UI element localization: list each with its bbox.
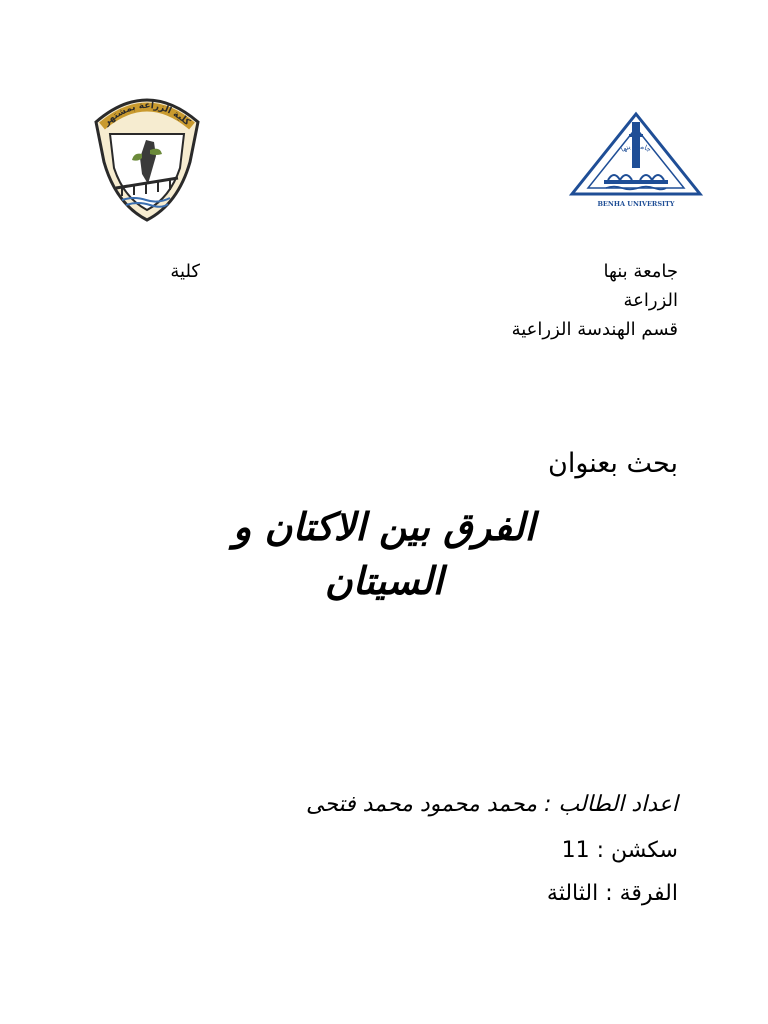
year-line: الفرقة : الثالثة xyxy=(546,881,678,906)
faculty-shield-logo-icon xyxy=(88,92,206,224)
department-name: قسم الهندسة الزراعية xyxy=(511,319,678,340)
right-logo-arc-text: جامعة بنها xyxy=(619,141,653,154)
research-title-line-2: السيتان xyxy=(324,559,444,603)
faculty-word: كلية xyxy=(170,261,200,282)
faculty-name: الزراعة xyxy=(623,290,678,311)
research-intro: بحث بعنوان xyxy=(547,448,678,479)
research-title xyxy=(150,500,618,608)
section-line: سكشن : 11 xyxy=(561,838,678,863)
right-logo-caption: BENHA UNIVERSITY xyxy=(597,200,675,208)
university-name: جامعة بنها xyxy=(603,261,678,282)
left-logo-arc-text: كلية الزراعة بمشتهر xyxy=(102,100,192,128)
benha-university-logo-icon xyxy=(566,108,706,212)
research-title-line-1: الفرق بين الاكتان و xyxy=(232,505,536,549)
student-name-line: اعداد الطالب : محمد محمود محمد فتحى xyxy=(305,792,678,817)
